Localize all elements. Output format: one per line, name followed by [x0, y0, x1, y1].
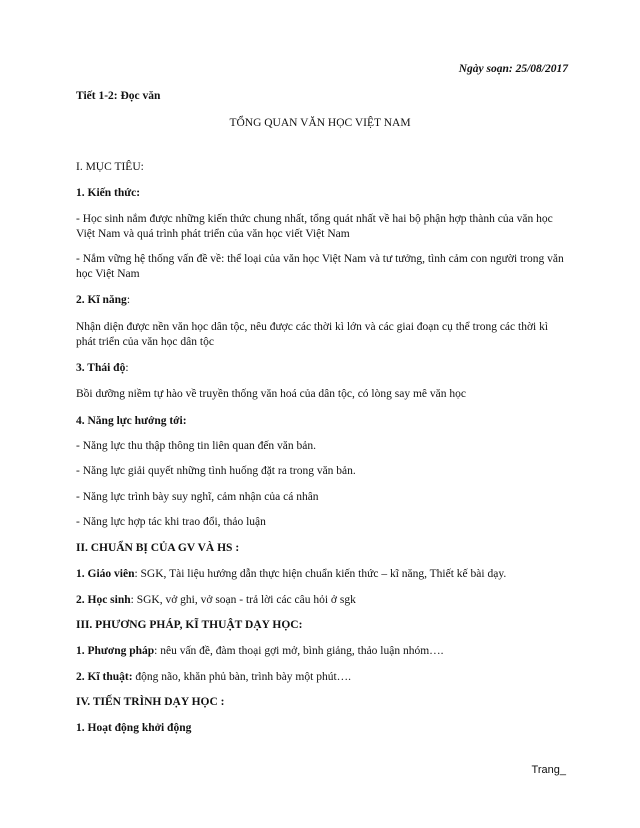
competency-item-1: - Năng lực thu thập thông tin liên quan đến văn bản. — [76, 440, 317, 452]
section-objectives-heading-text: I. MỤC TIÊU — [76, 161, 141, 173]
method-text: : nêu vấn đề, đàm thoại gợi mở, bình giảng, thảo luận nhóm…. — [154, 645, 444, 657]
warmup-activity-heading: 1. Hoạt động khởi động — [76, 722, 192, 734]
teacher-prep-text: : SGK, Tài liệu hướng dẫn thực hiện chuẩn kiến thức – kĩ năng, Thiết kế bài dạy. — [134, 568, 507, 580]
teacher-prep-label: 1. Giáo viên — [76, 568, 135, 580]
knowledge-heading: 1. Kiến thức: — [76, 187, 141, 199]
competency-item-2: - Năng lực giải quyết những tình huống đặt ra trong văn bản. — [76, 465, 356, 477]
section-methods-heading: III. PHƯƠNG PHÁP, KĨ THUẬT DẠY HỌC: — [76, 619, 303, 631]
section-objectives-heading-colon: : — [140, 161, 144, 173]
competency-heading: 4. Năng lực hướng tới: — [76, 415, 187, 427]
skills-heading-colon: : — [126, 294, 131, 306]
method-line — [76, 644, 444, 659]
teacher-prep — [76, 567, 506, 582]
attitude-text: Bồi dưỡng niềm tự hào về truyền thống văn hoá của dân tộc, có lòng say mê văn học — [76, 388, 466, 400]
knowledge-item-1: - Học sinh nắm được những kiến thức chung nhất, tổng quát nhất về hai bộ phận hợp thành của văn học Việt Nam và quá trình phát triển của văn học viết Việt Nam — [76, 213, 553, 240]
section-preparation-heading: II. CHUẨN BỊ CỦA GV VÀ HS : — [76, 542, 240, 554]
skills-heading — [76, 293, 130, 308]
student-prep-label: 2. Học sinh — [76, 594, 131, 606]
prep-date: Ngày soạn: 25/08/2017 — [458, 63, 568, 75]
attitude-heading — [76, 361, 129, 376]
competency-item-3: - Năng lực trình bày suy nghĩ, cảm nhận của cá nhân — [76, 491, 319, 503]
student-prep-text: : SGK, vở ghi, vở soạn - trả lời các câu hỏi ở sgk — [130, 594, 356, 606]
attitude-heading-label: 3. Thái độ — [76, 362, 126, 374]
technique-line — [76, 670, 351, 685]
document-title: TỔNG QUAN VĂN HỌC VIỆT NAM — [229, 117, 411, 129]
skills-heading-label: 2. Kĩ năng — [76, 294, 127, 306]
page-number-label: Trang_ — [531, 764, 566, 776]
method-label: 1. Phương pháp — [76, 645, 155, 657]
technique-label: 2. Kĩ thuật: — [76, 671, 133, 683]
knowledge-item-2: - Nắm vững hệ thống vấn đề về: thể loại của văn học Việt Nam và tư tưởng, tình cảm con người trong văn học Việt Nam — [76, 253, 564, 280]
skills-text: Nhận diện được nền văn học dân tộc, nêu được các thời kì lớn và các giai đoạn cụ thể trong các thời kì phát triển của văn học dân tộc — [76, 321, 549, 348]
section-process-heading: IV. TIẾN TRÌNH DẠY HỌC : — [76, 696, 225, 708]
section-objectives-heading — [76, 160, 144, 175]
attitude-heading-colon: : — [125, 362, 129, 374]
competency-item-4: - Năng lực hợp tác khi trao đổi, thảo luận — [76, 516, 266, 528]
lesson-label: Tiết 1-2: Đọc văn — [76, 90, 161, 102]
student-prep — [76, 593, 356, 608]
technique-text: động não, khăn phủ bàn, trình bày một phút…. — [132, 671, 352, 683]
